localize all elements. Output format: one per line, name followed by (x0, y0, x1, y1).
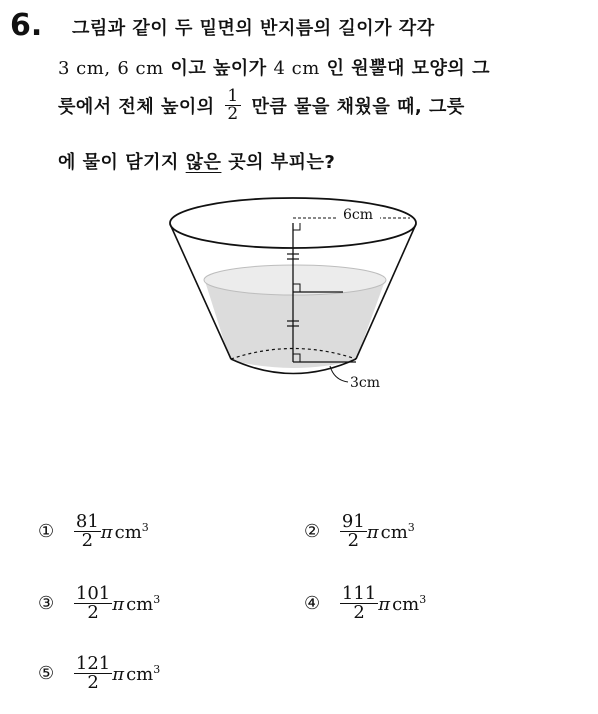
fraction-numerator: 91 (341, 511, 365, 532)
choice-fraction (74, 585, 112, 622)
pi-symbol: π (112, 663, 125, 685)
unit-power: 3 (141, 520, 149, 534)
bottom-radius-value: 3 cm (58, 58, 105, 79)
choice-3[interactable] (38, 585, 160, 622)
right-angle-mark-top (293, 223, 300, 230)
fraction-denominator: 2 (353, 602, 365, 623)
fraction-numerator: 101 (75, 583, 111, 604)
water-surface (204, 265, 386, 295)
pi-symbol: π (112, 593, 125, 615)
choice-mark: ② (304, 521, 321, 542)
text-total-height: 릇에서 전체 높이의 (58, 96, 215, 118)
question-line-4 (58, 148, 335, 174)
pi-symbol: π (100, 521, 113, 543)
fraction-numerator: 121 (75, 653, 111, 674)
height-value: 4 cm (273, 58, 320, 79)
text-fill-water: 만큼 물을 채웠을 때, 그릇 (251, 96, 465, 118)
fraction-numerator: 81 (75, 511, 99, 532)
pi-symbol: π (366, 521, 379, 543)
fraction-denominator: 2 (347, 530, 360, 551)
unit: cm (114, 521, 142, 543)
fraction-denominator: 2 (81, 530, 94, 551)
choice-mark: ③ (38, 593, 55, 614)
unit-power: 3 (153, 592, 161, 606)
unit: cm (126, 663, 154, 685)
choice-fraction (74, 655, 112, 692)
top-radius-label: 6cm (342, 207, 374, 223)
fraction-denominator: 2 (87, 602, 99, 623)
question-number: 6. (10, 8, 43, 43)
unit-power: 3 (407, 520, 415, 534)
choice-2[interactable] (304, 513, 415, 550)
fraction-numerator: 1 (227, 86, 239, 106)
choice-4[interactable] (304, 585, 426, 622)
text-frustum: 인 원뿔대 모양의 그 (326, 58, 490, 79)
unit: cm (126, 593, 154, 615)
text-height-intro: 이고 높이가 (170, 58, 267, 79)
choice-mark: ⑤ (38, 663, 55, 684)
choice-fraction (340, 585, 378, 622)
text-volume-question: 곳의 부피는? (228, 152, 336, 173)
unit-power: 3 (153, 662, 161, 676)
choice-1[interactable] (38, 513, 149, 550)
frustum-figure (160, 188, 430, 408)
question-line-2 (58, 54, 490, 80)
comma: , (104, 58, 111, 79)
fraction-one-half (225, 88, 240, 123)
choice-5[interactable] (38, 655, 160, 692)
choice-mark: ④ (304, 593, 321, 614)
pi-symbol: π (378, 593, 391, 615)
unit-power: 3 (419, 592, 427, 606)
fraction-numerator: 111 (341, 583, 377, 604)
choice-fraction (74, 513, 101, 550)
question-line-3 (58, 88, 465, 123)
question-line-1: 그림과 같이 두 밑면의 반지름의 길이가 각각 (72, 18, 435, 39)
choice-fraction (340, 513, 367, 550)
choice-mark: ① (38, 521, 55, 542)
unit: cm (380, 521, 408, 543)
fraction-denominator: 2 (87, 672, 99, 693)
top-radius-value: 6 cm (117, 58, 164, 79)
bottom-radius-label: 3cm (350, 375, 381, 391)
underlined-word: 않은 (185, 152, 222, 173)
text-water: 에 물이 담기지 (58, 152, 179, 173)
unit: cm (392, 593, 420, 615)
fraction-denominator: 2 (227, 104, 239, 124)
